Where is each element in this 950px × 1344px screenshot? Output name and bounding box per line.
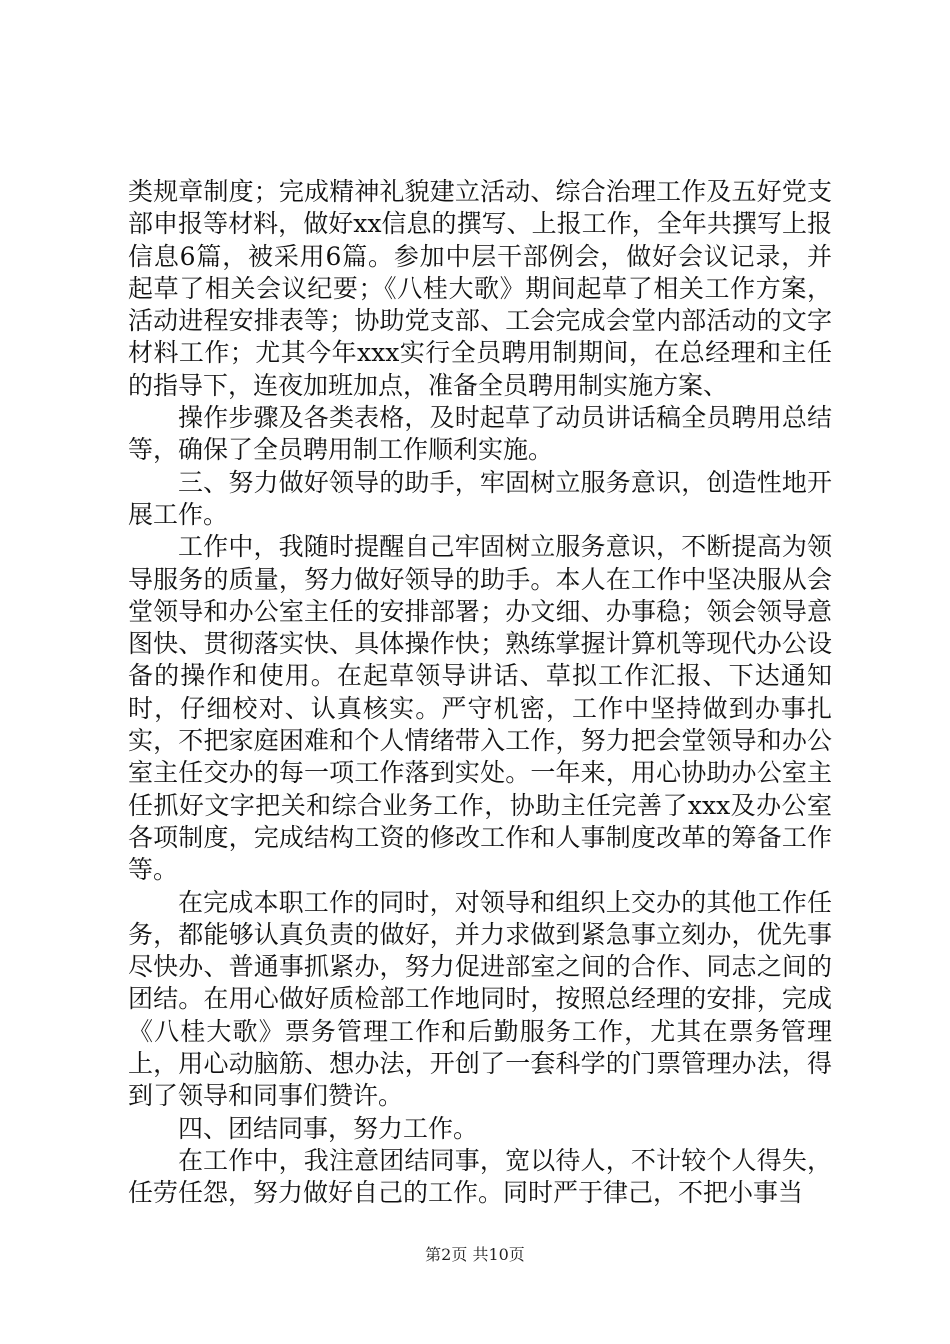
section-heading-3: 三、努力做好领导的助手，牢固树立服务意识，创造性地开展工作。: [128, 467, 832, 529]
paragraph-2: 操作步骤及各类表格，及时起草了动员讲话稿全员聘用总结等，确保了全员聘用制工作顺利实施。: [128, 403, 832, 465]
paragraph-1: 类规章制度；完成精神礼貌建立活动、综合治理工作及五好党支部申报等材料，做好xx信息的撰写、上报工作，全年共撰写上报信息6篇，被采用6篇。参加中层干部例会，做好会议记录，并起草了相关会议纪要；《八桂大歌》期间起草了相关工作方案，活动进程安排表等；协助党支部、工会完成会堂内部活动的文字材料工作；尤其今年xxx实行全员聘用制期间，在总经理和主任的指导下，连夜加班加点，准备全员聘用制实施方案、: [128, 177, 832, 400]
paragraph-7: 在工作中，我注意团结同事，宽以待人，不计较个人得失，任劳任怨，努力做好自己的工作。同时严于律己，不把小事当: [128, 1145, 832, 1208]
document-body: [128, 176, 832, 1210]
section-heading-4: 四、团结同事，努力工作。: [178, 1113, 479, 1143]
paragraph-4: 工作中，我随时提醒自己牢固树立服务意识，不断提高为领导服务的质量，努力做好领导的助手。本人在工作中坚决服从会堂领导和办公室主任的安排部署；办文细、办事稳；领会领导意图快、贯彻落实快、具体操作快；熟练掌握计算机等现代办公设备的操作和使用。在起草领导讲话、草拟工作汇报、下达通知时，仔细校对、认真核实。严守机密，工作中坚持做到办事扎实，不把家庭困难和个人情绪带入工作，努力把会堂领导和办公室主任交办的每一项工作落到实处。一年来，用心协助办公室主任抓好文字把关和综合业务工作，协助主任完善了xxx及办公室各项制度，完成结构工资的修改工作和人事制度改革的筹备工作等。: [128, 532, 832, 885]
paragraph-5: 在完成本职工作的同时，对领导和组织上交办的其他工作任务，都能够认真负责的做好，并力求做到紧急事立刻办，优先事尽快办、普通事抓紧办，努力促进部室之间的合作、同志之间的团结。在用心做好质检部工作地同时，按照总经理的安排，完成《八桂大歌》票务管理工作和后勤服务工作，尤其在票务管理上，用心动脑筋、想办法，开创了一套科学的门票管理办法，得到了领导和同事们赞许。: [128, 887, 832, 1111]
page-number-footer: 第2页 共10页: [425, 1245, 525, 1264]
